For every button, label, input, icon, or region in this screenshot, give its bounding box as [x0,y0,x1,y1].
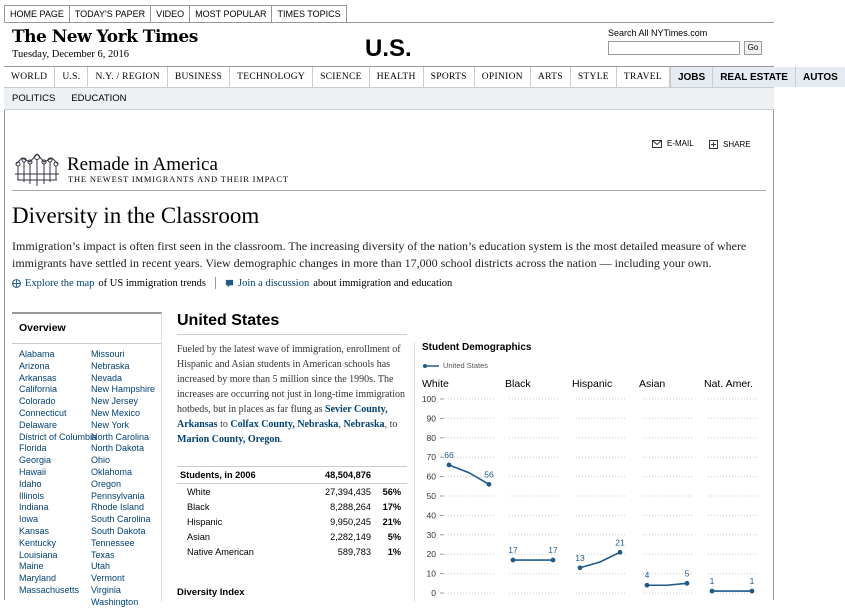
row-count: 27,394,435 [325,486,371,497]
state-link[interactable]: Illinois [19,490,45,501]
state-link[interactable]: New Mexico [91,407,141,418]
body-to: to [220,419,228,430]
panel-label: Nat. Amer. [704,378,754,390]
data-label: 17 [508,545,518,556]
share-label: SHARE [723,140,751,149]
email-label: E-MAIL [667,139,694,148]
join-discussion-link[interactable]: Join a discussion [238,277,310,289]
data-point [551,558,556,563]
state-link[interactable]: Tennessee [91,537,135,548]
share-link[interactable] [709,140,751,149]
chart-title: Student Demographics [422,342,532,353]
row-count: 589,783 [337,546,371,557]
state-link[interactable]: Massachusetts [19,584,80,595]
data-label: 1 [709,576,715,587]
state-link[interactable]: Georgia [19,455,52,466]
state-link[interactable]: South Carolina [91,514,151,525]
region-body [177,342,407,447]
top-divider [4,22,774,23]
state-link[interactable]: Delaware [19,419,58,430]
nav-real-estate[interactable]: REAL ESTATE [712,67,795,87]
overview-link[interactable]: Overview [19,322,66,334]
nav-style[interactable]: STYLE [571,67,617,87]
nav-technology[interactable]: TECHNOLOGY [230,67,313,87]
state-link[interactable]: Idaho [19,478,42,489]
state-link[interactable]: California [19,384,58,395]
state-link[interactable]: Arkansas [19,372,57,383]
state-link[interactable]: Connecticut [19,407,67,418]
students-row [177,484,407,499]
nav-ny-region[interactable]: N.Y. / REGION [88,67,167,87]
nav-travel[interactable]: TRAVEL [617,67,670,87]
data-point [685,581,690,586]
data-label: 4 [644,570,650,581]
related-links [12,277,452,289]
article-intro: Immigration’s impact is often first seen in the classroom. The increasing diversity of the nation’s education system is the most detailed measure of where immigrants have settled in recent years. View demographic changes in more than 17,000 school districts across the nation — including your own. [12,239,747,270]
students-row [177,499,407,514]
body-comma: , [338,419,341,430]
sidebar-divider [12,343,161,344]
students-row [177,544,407,559]
legend-line-icon [422,363,440,369]
search-go-button[interactable]: Go [744,41,762,55]
data-label: 17 [548,545,558,556]
panel-label: Black [505,378,531,390]
state-link[interactable]: Utah [91,561,111,572]
state-link[interactable]: Florida [19,443,47,454]
nebraska-link[interactable]: Nebraska [343,419,385,430]
state-link[interactable]: Alabama [19,349,55,359]
y-tick-label: 70 [426,452,436,463]
y-tick-label: 0 [431,588,436,598]
tab-most-popular[interactable]: MOST POPULAR [189,5,272,22]
state-link[interactable]: New York [91,419,130,430]
state-link[interactable]: District of Columbia [19,431,98,442]
data-label: 1 [749,576,755,587]
data-label: 21 [615,537,625,548]
masthead-date: Tuesday, December 6, 2016 [12,49,130,60]
column-divider [414,342,415,602]
state-link[interactable]: Washington [91,596,139,607]
marion-county-link[interactable]: Marion County, Oregon [177,434,280,445]
row-percent: 17% [382,501,401,512]
state-link[interactable]: Hawaii [19,466,47,477]
top-tabs [4,5,346,22]
state-link[interactable]: Ohio [91,455,111,466]
nav-arts[interactable]: ARTS [531,67,571,87]
states-sidebar [12,312,162,607]
sub-nav [4,88,774,110]
body-comma-to: , to [384,419,398,430]
link-separator [215,277,216,289]
data-label: 56 [484,469,494,480]
nav-world[interactable]: WORLD [4,67,55,87]
series-title: Remade in America [67,154,218,175]
share-plus-icon [709,140,718,149]
demographics-chart [418,374,778,600]
state-link[interactable]: North Dakota [91,443,145,454]
nav-jobs[interactable]: JOBS [670,67,712,87]
region-divider [177,334,407,335]
state-link[interactable]: Virginia [91,584,121,595]
state-link[interactable]: Kansas [19,525,50,536]
legend-label: United States [443,361,489,370]
search-label: Search All NYTimes.com [608,28,708,38]
state-link[interactable]: Missouri [91,349,125,359]
data-point [511,558,516,563]
email-link[interactable] [652,139,694,148]
article-headline: Diversity in the Classroom [12,203,260,228]
students-total-value: 48,504,876 [325,470,371,480]
y-tick-label: 80 [426,432,436,443]
row-percent: 21% [382,516,401,527]
states-column-2 [91,349,155,609]
y-tick-label: 30 [426,529,436,540]
students-total-row [177,467,407,484]
students-row [177,514,407,529]
section-title: U.S. [365,35,412,62]
remade-in-america-logo [12,150,62,190]
envelope-icon [652,140,662,148]
state-link[interactable]: Pennsylvania [91,490,145,501]
nav-business[interactable]: BUSINESS [168,67,230,87]
y-tick-label: 20 [426,549,436,560]
state-link[interactable]: Arizona [19,360,50,371]
body-period: . [279,434,283,445]
row-count: 8,288,264 [330,501,371,512]
search-input[interactable] [608,41,740,55]
tab-video[interactable]: VIDEO [150,5,190,22]
row-label: Black [187,501,210,512]
tab-times-topics[interactable]: TIMES TOPICS [271,5,346,22]
students-rows [177,484,407,559]
series-subtitle: THE NEWEST IMMIGRANTS AND THEIR IMPACT [68,174,289,184]
data-point [578,565,583,570]
state-link[interactable]: Nevada [91,372,123,383]
state-link[interactable]: Kentucky [19,537,57,548]
data-label: 5 [684,568,690,579]
join-discussion-tail: about immigration and education [313,277,453,289]
nyt-logo[interactable]: The New York Times [12,27,198,47]
banner-divider [12,190,766,191]
students-table [177,466,407,559]
diversity-index-label: Diversity Index [177,587,245,598]
state-link[interactable]: North Carolina [91,431,150,442]
state-link[interactable]: Nebraska [91,360,130,371]
chart-legend [422,361,488,370]
row-label: White [187,486,211,497]
row-label: Hispanic [187,516,223,527]
data-point [750,589,755,594]
section-nav [4,66,838,88]
region-title: United States [177,312,280,329]
state-link[interactable]: Oregon [91,478,122,489]
panel-label: Asian [639,378,666,390]
sevier-county-link[interactable]: Sevier County, Arkansas [177,404,388,430]
nav-science[interactable]: SCIENCE [313,67,370,87]
panel-label: White [422,378,449,390]
colfax-county-link[interactable]: Colfax County, Nebraska [230,419,339,430]
y-tick-label: 10 [426,568,436,579]
state-link[interactable]: Colorado [19,396,56,407]
state-link[interactable]: Indiana [19,502,49,513]
subnav-education[interactable]: EDUCATION [71,93,127,104]
state-link[interactable]: South Dakota [91,525,146,536]
data-point [447,463,452,468]
state-link[interactable]: New Hampshire [91,384,156,395]
row-count: 9,950,245 [330,516,371,527]
state-link[interactable]: Vermont [91,573,125,584]
state-link[interactable]: Maryland [19,573,57,584]
row-percent: 1% [387,546,401,557]
row-label: Asian [187,531,210,542]
state-link[interactable]: Maine [19,561,44,572]
subnav-politics[interactable]: POLITICS [12,93,56,104]
data-label: 66 [444,449,454,460]
state-link[interactable]: Oklahoma [91,466,133,477]
data-label: 13 [575,552,585,563]
row-percent: 56% [382,486,401,497]
nav-health[interactable]: HEALTH [370,67,424,87]
explore-map-link[interactable]: Explore the map [25,277,95,289]
body-text: Fueled by the latest wave of immigration, enrollment of Hispanic and Asian students in American schools has increased by more than 5 million since the 1990s. The increases are occurring not just in long-time immigration hotbeds, but in places as far flung as [177,344,405,415]
nav-opinion[interactable]: OPINION [475,67,531,87]
state-link[interactable]: Texas [91,549,115,560]
series-line [449,465,489,484]
data-point [710,589,715,594]
y-tick-label: 100 [421,394,436,404]
states-column-1 [19,349,97,597]
comment-icon [225,279,234,288]
nav-sports[interactable]: SPORTS [424,67,475,87]
y-tick-label: 40 [426,510,436,521]
nav-us[interactable]: U.S. [55,67,88,87]
explore-map-tail: of US immigration trends [98,277,207,289]
data-point [645,583,650,588]
panel-label: Hispanic [572,378,613,390]
tab-todays-paper[interactable]: TODAY'S PAPER [69,5,151,22]
data-point [487,482,492,487]
students-total-label: Students, in 2006 [180,470,256,480]
state-link[interactable]: Iowa [19,514,39,525]
y-tick-label: 60 [426,471,436,482]
nav-autos[interactable]: AUTOS [795,67,845,87]
data-point [618,550,623,555]
series-line [647,583,687,585]
state-link[interactable]: Louisiana [19,549,58,560]
state-link[interactable]: Rhode Island [91,502,145,513]
y-tick-label: 50 [426,491,436,501]
y-tick-label: 90 [426,413,436,424]
globe-icon [12,279,21,288]
row-label: Native American [187,546,254,557]
row-count: 2,282,149 [330,531,371,542]
state-link[interactable]: New Jersey [91,396,139,407]
students-row [177,529,407,544]
row-percent: 5% [387,531,401,542]
tab-home-page[interactable]: HOME PAGE [4,5,70,22]
